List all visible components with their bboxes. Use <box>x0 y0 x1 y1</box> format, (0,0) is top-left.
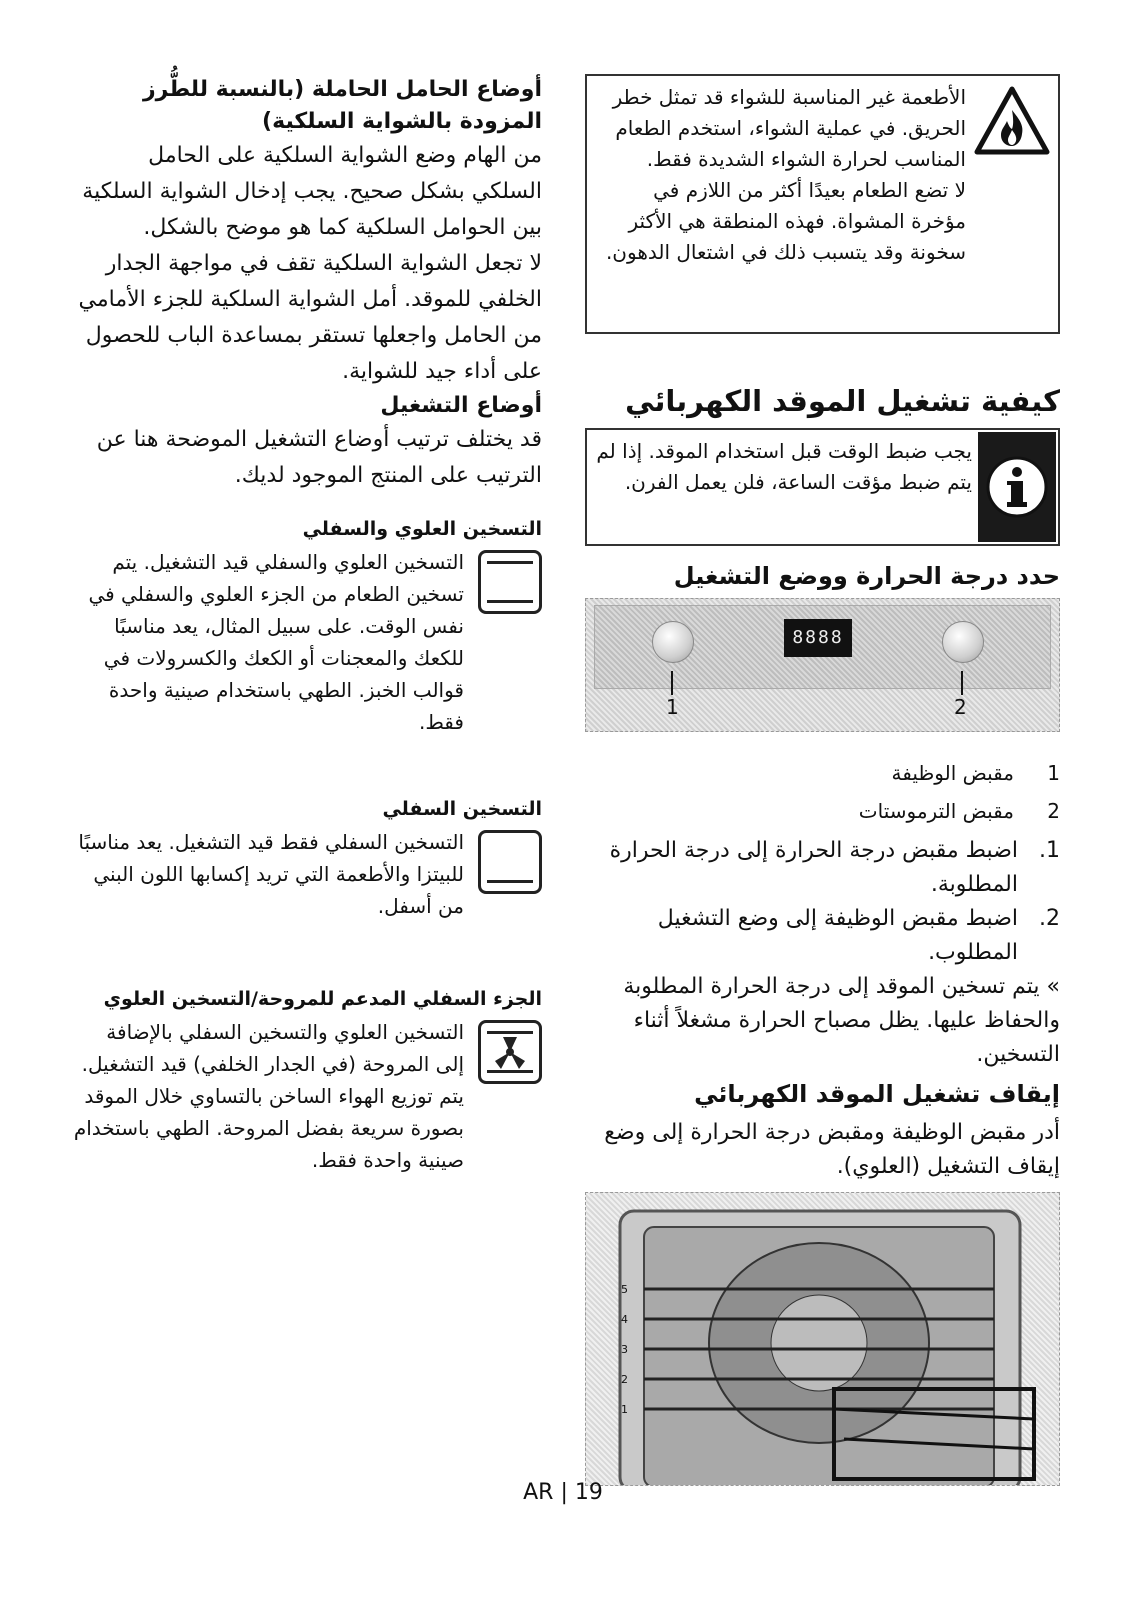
mode-row <box>72 546 542 738</box>
result-text: » يتم تسخين الموقد إلى درجة الحرارة المطلوبة والحفاظ عليها. يظل مصباح الحرارة مشغلاً أثناء التسخين. <box>623 974 1060 1067</box>
mode-row <box>72 826 542 922</box>
legend-row <box>585 792 1060 830</box>
top-bottom-heat-icon <box>478 550 542 614</box>
step-text: اضبط مقبض الوظيفة إلى وضع التشغيل المطلوب. <box>657 906 1018 965</box>
left-column <box>72 74 542 1176</box>
shelf-label: 1 <box>621 1403 628 1416</box>
shelf-label: 2 <box>621 1373 628 1386</box>
control-panel-illustration <box>585 598 1060 732</box>
operate-title: كيفية تشغيل الموقد الكهربائي <box>625 384 1060 418</box>
mode-title: التسخين العلوي والسفلي <box>302 518 542 540</box>
legend <box>585 754 1060 830</box>
shelf-label: 5 <box>621 1283 628 1296</box>
mode-title: الجزء السفلي المدعم للمروحة/التسخين العلوي <box>103 988 542 1010</box>
legend-num: 1 <box>1047 761 1060 785</box>
mode-block <box>72 986 542 1176</box>
callout-line-1 <box>671 671 673 695</box>
legend-label: مقبض الوظيفة <box>891 761 1014 785</box>
oven-interior-drawing <box>585 1193 1059 1485</box>
oven-interior-illustration <box>585 1192 1060 1486</box>
modes-intro: قد يختلف ترتيب أوضاع التشغيل الموضحة هنا عن الترتيب على المنتج الموجود لديك. <box>96 427 542 488</box>
fire-warning-p2: لا تضع الطعام بعيدًا أكثر من اللازم في مؤخرة المشواة. فهذه المنطقة هي الأكثر سخونة وقد يتسبب ذلك في اشتعال الدهون. <box>605 178 966 264</box>
mode-row <box>72 1016 542 1176</box>
mode-block <box>72 796 542 922</box>
stop-text: أدر مقبض الوظيفة ومقبض درجة الحرارة إلى وضع إيقاف التشغيل (العلوي). <box>604 1120 1060 1179</box>
info-icon <box>978 432 1056 542</box>
mode-text: التسخين العلوي والسفلي قيد التشغيل. يتم تسخين الطعام من الجزء العلوي والسفلي في نفس الوقت. على سبيل المثال، يعد مناسبًا للكعك والمعجنات أو الكعك والكسرولات في قوالب الخبز. الطهي باستخدام صينية واحدة فقط. <box>88 550 464 734</box>
mode-block <box>72 516 542 738</box>
callout-number-1: 1 <box>666 695 679 719</box>
step-item <box>585 834 1060 902</box>
steps-list <box>585 834 1060 970</box>
callout-number-2: 2 <box>954 695 967 719</box>
mode-text: التسخين العلوي والتسخين السفلي بالإضافة إلى المروحة (في الجدار الخلفي) قيد التشغيل. يتم توزيع الهواء الساخن بالتساوي خلال الموقد بصورة سريعة بفضل المروحة. الطهي باستخدام صينية واحدة فقط. <box>73 1020 464 1172</box>
wire-rack-title: أوضاع الحامل الحاملة (بالنسبة للطُّرز المزودة بالشواية السلكية) <box>143 77 542 134</box>
shelf-label: 4 <box>621 1313 628 1326</box>
mode-title: التسخين السفلي <box>382 798 542 820</box>
fire-warning-text <box>601 82 966 326</box>
right-column <box>585 74 1060 1486</box>
legend-num: 2 <box>1047 799 1060 823</box>
step-number: .1 <box>1039 838 1060 863</box>
clock-display: 8888 <box>784 619 852 657</box>
info-box <box>585 428 1060 546</box>
thermostat-knob <box>942 621 984 663</box>
info-text: يجب ضبط الوقت قبل استخدام الموقد. إذا لم يتم ضبط مؤقت الساعة، فلن يعمل الفرن. <box>596 439 972 494</box>
mode-text: التسخين السفلي فقط قيد التشغيل. يعد مناسبًا للبيتزا والأطعمة التي تريد إكسابها اللون البني من أسفل. <box>78 830 464 918</box>
page-footer: AR | 19 <box>523 1480 603 1505</box>
step-item <box>585 902 1060 970</box>
function-knob <box>652 621 694 663</box>
legend-label: مقبض الترموستات <box>858 799 1014 823</box>
stop-title: إيقاف تشغيل الموقد الكهربائي <box>694 1080 1060 1108</box>
wire-rack-p1: من الهام وضع الشواية السلكية على الحامل السلكي بشكل صحيح. يجب إدخال الشواية السلكية بين الحوامل السلكية كما هو موضح بالشكل. <box>82 143 542 240</box>
step-number: .2 <box>1039 906 1060 931</box>
modes-title: أوضاع التشغيل <box>380 393 542 418</box>
shelf-label: 3 <box>621 1343 628 1356</box>
fire-warning-box <box>585 74 1060 334</box>
fire-warning-p1: الأطعمة غير المناسبة للشواء قد تمثل خطر الحريق. في عملية الشواء، استخدم الطعام المناسب لحرارة الشواء الشديدة فقط. <box>612 85 966 171</box>
set-temp-title: حدد درجة الحرارة ووضع التشغيل <box>673 562 1060 590</box>
fan-assisted-heat-icon <box>478 1020 542 1084</box>
callout-line-2 <box>961 671 963 695</box>
fire-warning-icon <box>972 82 1050 326</box>
bottom-heat-icon <box>478 830 542 894</box>
legend-row <box>585 754 1060 792</box>
step-text: اضبط مقبض درجة الحرارة إلى درجة الحرارة المطلوبة. <box>609 838 1018 897</box>
wire-rack-p2: لا تجعل الشواية السلكية تقف في مواجهة الجدار الخلفي للموقد. أمل الشواية السلكية للجزء الأمامي من الحامل واجعلها تستقر بمساعدة الباب للحصول على أداء جيد للشواية. <box>78 251 542 384</box>
